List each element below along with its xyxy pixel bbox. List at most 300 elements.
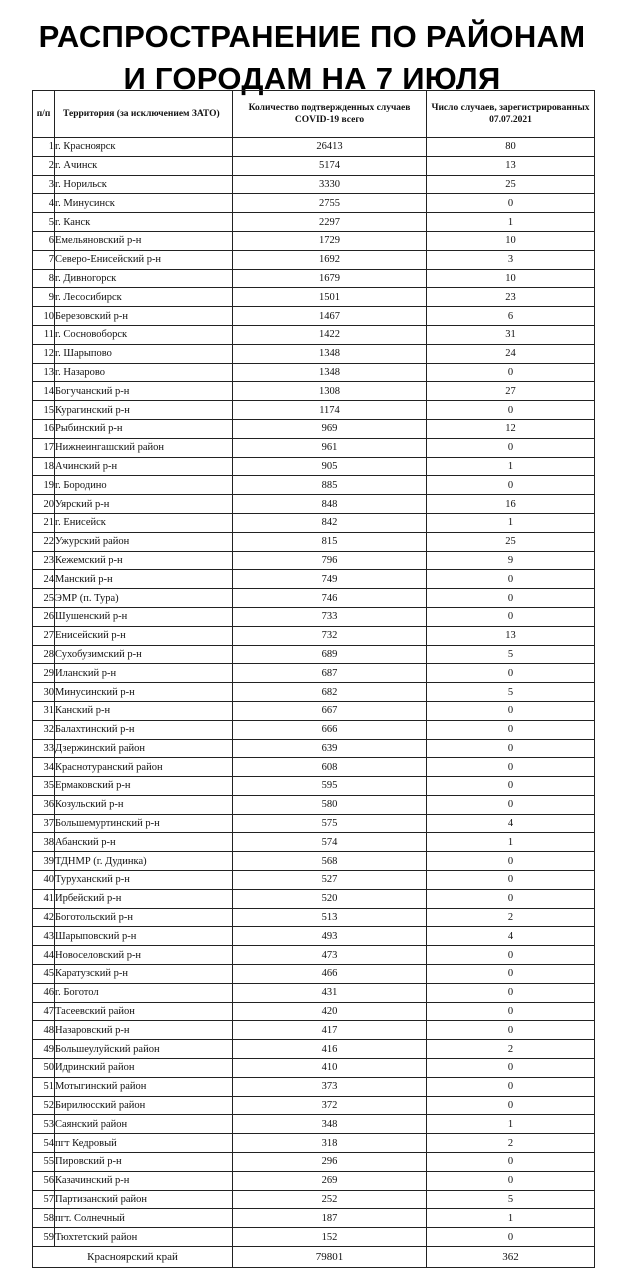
row-territory: Ачинский р-н — [55, 457, 233, 476]
row-total-cases: 666 — [233, 720, 427, 739]
row-new-cases: 0 — [427, 758, 595, 777]
row-total-cases: 667 — [233, 701, 427, 720]
row-new-cases: 24 — [427, 344, 595, 363]
table-row — [33, 777, 595, 796]
row-territory: Сухобузимский р-н — [55, 645, 233, 664]
total-new-cases: 362 — [427, 1247, 595, 1268]
table-row — [33, 889, 595, 908]
row-territory: г. Сосновоборск — [55, 325, 233, 344]
row-new-cases: 0 — [427, 664, 595, 683]
row-number: 29 — [33, 664, 55, 683]
row-new-cases: 4 — [427, 927, 595, 946]
row-new-cases: 0 — [427, 739, 595, 758]
row-total-cases: 1348 — [233, 363, 427, 382]
table-row — [33, 645, 595, 664]
row-total-cases: 682 — [233, 683, 427, 702]
row-total-cases: 1467 — [233, 307, 427, 326]
row-number: 14 — [33, 382, 55, 401]
row-new-cases: 0 — [427, 701, 595, 720]
row-number: 51 — [33, 1077, 55, 1096]
row-territory: ЭМР (п. Тура) — [55, 589, 233, 608]
row-number: 1 — [33, 138, 55, 157]
row-number: 10 — [33, 307, 55, 326]
table-row — [33, 476, 595, 495]
table-row — [33, 194, 595, 213]
table-row — [33, 626, 595, 645]
row-new-cases: 0 — [427, 1021, 595, 1040]
row-number: 5 — [33, 213, 55, 232]
covid-cases-table — [32, 90, 595, 1268]
row-number: 40 — [33, 871, 55, 890]
row-new-cases: 1 — [427, 1209, 595, 1228]
table-row — [33, 551, 595, 570]
row-territory: Минусинский р-н — [55, 683, 233, 702]
row-territory: Рыбинский р-н — [55, 419, 233, 438]
total-cases: 79801 — [233, 1247, 427, 1268]
row-number: 28 — [33, 645, 55, 664]
table-row — [33, 382, 595, 401]
table-row — [33, 946, 595, 965]
row-territory: г. Лесосибирск — [55, 288, 233, 307]
row-total-cases: 815 — [233, 532, 427, 551]
table-row — [33, 532, 595, 551]
header-total: Количество подтвержденных случаев COVID-19 всего — [233, 91, 427, 138]
row-total-cases: 372 — [233, 1096, 427, 1115]
table-row — [33, 589, 595, 608]
row-territory: г. Дивногорск — [55, 269, 233, 288]
row-new-cases: 1 — [427, 457, 595, 476]
row-territory: Козульский р-н — [55, 795, 233, 814]
row-total-cases: 493 — [233, 927, 427, 946]
row-number: 39 — [33, 852, 55, 871]
table-row — [33, 457, 595, 476]
row-number: 41 — [33, 889, 55, 908]
row-total-cases: 608 — [233, 758, 427, 777]
row-new-cases: 2 — [427, 908, 595, 927]
table-row — [33, 1228, 595, 1247]
row-number: 45 — [33, 965, 55, 984]
table-row — [33, 288, 595, 307]
table-row — [33, 739, 595, 758]
table-row — [33, 833, 595, 852]
row-new-cases: 5 — [427, 683, 595, 702]
table-row — [33, 325, 595, 344]
row-new-cases: 16 — [427, 495, 595, 514]
row-number: 38 — [33, 833, 55, 852]
row-number: 2 — [33, 156, 55, 175]
row-number: 19 — [33, 476, 55, 495]
table-row — [33, 513, 595, 532]
table-row — [33, 401, 595, 420]
row-number: 13 — [33, 363, 55, 382]
row-number: 48 — [33, 1021, 55, 1040]
table-row — [33, 965, 595, 984]
row-number: 50 — [33, 1059, 55, 1078]
row-total-cases: 1348 — [233, 344, 427, 363]
table-row — [33, 1171, 595, 1190]
row-number: 56 — [33, 1171, 55, 1190]
row-new-cases: 0 — [427, 476, 595, 495]
table-row — [33, 871, 595, 890]
table-row — [33, 814, 595, 833]
row-total-cases: 568 — [233, 852, 427, 871]
row-new-cases: 0 — [427, 795, 595, 814]
row-number: 53 — [33, 1115, 55, 1134]
row-territory: г. Ачинск — [55, 156, 233, 175]
table-body — [33, 138, 595, 1247]
row-territory: Мотыгинский район — [55, 1077, 233, 1096]
row-number: 26 — [33, 607, 55, 626]
row-new-cases: 31 — [427, 325, 595, 344]
row-total-cases: 513 — [233, 908, 427, 927]
table-row — [33, 344, 595, 363]
table-row — [33, 1059, 595, 1078]
row-total-cases: 2755 — [233, 194, 427, 213]
row-territory: ТДНМР (г. Дудинка) — [55, 852, 233, 871]
row-number: 46 — [33, 983, 55, 1002]
row-number: 24 — [33, 570, 55, 589]
table-row — [33, 908, 595, 927]
row-new-cases: 0 — [427, 777, 595, 796]
header-territory: Территория (за исключением ЗАТО) — [55, 91, 233, 138]
row-territory: Манский р-н — [55, 570, 233, 589]
row-territory: Новоселовский р-н — [55, 946, 233, 965]
total-row — [33, 1247, 595, 1268]
row-total-cases: 520 — [233, 889, 427, 908]
row-new-cases: 1 — [427, 513, 595, 532]
row-territory: Емельяновский р-н — [55, 231, 233, 250]
row-territory: г. Шарыпово — [55, 344, 233, 363]
row-new-cases: 2 — [427, 1134, 595, 1153]
row-total-cases: 527 — [233, 871, 427, 890]
row-territory: Ирбейский р-н — [55, 889, 233, 908]
row-total-cases: 1692 — [233, 250, 427, 269]
row-number: 11 — [33, 325, 55, 344]
table-row — [33, 156, 595, 175]
row-number: 18 — [33, 457, 55, 476]
table-row — [33, 419, 595, 438]
table-row — [33, 701, 595, 720]
row-number: 9 — [33, 288, 55, 307]
row-territory: Абанский р-н — [55, 833, 233, 852]
row-territory: Тасеевский район — [55, 1002, 233, 1021]
row-new-cases: 0 — [427, 1059, 595, 1078]
row-new-cases: 10 — [427, 231, 595, 250]
total-label: Красноярский край — [33, 1247, 233, 1268]
row-total-cases: 3330 — [233, 175, 427, 194]
row-new-cases: 0 — [427, 194, 595, 213]
row-total-cases: 2297 — [233, 213, 427, 232]
table-row — [33, 231, 595, 250]
table-row — [33, 1002, 595, 1021]
row-territory: Пировский р-н — [55, 1153, 233, 1172]
row-total-cases: 687 — [233, 664, 427, 683]
row-new-cases: 9 — [427, 551, 595, 570]
row-territory: г. Канск — [55, 213, 233, 232]
row-territory: Большеулуйский район — [55, 1040, 233, 1059]
row-total-cases: 466 — [233, 965, 427, 984]
row-total-cases: 348 — [233, 1115, 427, 1134]
row-territory: Енисейский р-н — [55, 626, 233, 645]
row-number: 17 — [33, 438, 55, 457]
table-header-row — [33, 91, 595, 138]
row-number: 47 — [33, 1002, 55, 1021]
row-territory: Ермаковский р-н — [55, 777, 233, 796]
row-territory: Туруханский р-н — [55, 871, 233, 890]
row-total-cases: 733 — [233, 607, 427, 626]
row-territory: г. Минусинск — [55, 194, 233, 213]
row-number: 21 — [33, 513, 55, 532]
row-new-cases: 0 — [427, 1171, 595, 1190]
table-row — [33, 1096, 595, 1115]
row-total-cases: 296 — [233, 1153, 427, 1172]
row-number: 6 — [33, 231, 55, 250]
row-new-cases: 0 — [427, 1228, 595, 1247]
row-total-cases: 416 — [233, 1040, 427, 1059]
row-number: 23 — [33, 551, 55, 570]
row-total-cases: 269 — [233, 1171, 427, 1190]
row-territory: пгт Кедровый — [55, 1134, 233, 1153]
row-territory: Березовский р-н — [55, 307, 233, 326]
row-total-cases: 420 — [233, 1002, 427, 1021]
table-row — [33, 495, 595, 514]
row-territory: г. Назарово — [55, 363, 233, 382]
table-row — [33, 1209, 595, 1228]
row-number: 44 — [33, 946, 55, 965]
row-new-cases: 1 — [427, 213, 595, 232]
table-row — [33, 927, 595, 946]
table-row — [33, 213, 595, 232]
row-number: 20 — [33, 495, 55, 514]
row-new-cases: 10 — [427, 269, 595, 288]
row-territory: Шарыповский р-н — [55, 927, 233, 946]
row-number: 52 — [33, 1096, 55, 1115]
row-territory: Шушенский р-н — [55, 607, 233, 626]
row-new-cases: 0 — [427, 871, 595, 890]
row-territory: Каратузский р-н — [55, 965, 233, 984]
row-total-cases: 689 — [233, 645, 427, 664]
row-territory: Дзержинский район — [55, 739, 233, 758]
row-new-cases: 0 — [427, 589, 595, 608]
row-number: 25 — [33, 589, 55, 608]
row-total-cases: 252 — [233, 1190, 427, 1209]
row-new-cases: 0 — [427, 1096, 595, 1115]
row-territory: г. Норильск — [55, 175, 233, 194]
row-territory: г. Боготол — [55, 983, 233, 1002]
table-row — [33, 852, 595, 871]
row-territory: Идринский район — [55, 1059, 233, 1078]
table-row — [33, 175, 595, 194]
row-territory: Богучанский р-н — [55, 382, 233, 401]
row-territory: Бирилюсский район — [55, 1096, 233, 1115]
table-row — [33, 1021, 595, 1040]
page-title — [0, 16, 624, 100]
row-number: 54 — [33, 1134, 55, 1153]
table-row — [33, 1153, 595, 1172]
row-number: 42 — [33, 908, 55, 927]
row-territory: Канский р-н — [55, 701, 233, 720]
table-row — [33, 269, 595, 288]
row-new-cases: 0 — [427, 570, 595, 589]
row-new-cases: 0 — [427, 889, 595, 908]
row-total-cases: 595 — [233, 777, 427, 796]
header-new: Число случаев, зарегистрированных 07.07.2021 — [427, 91, 595, 138]
row-total-cases: 5174 — [233, 156, 427, 175]
row-new-cases: 1 — [427, 1115, 595, 1134]
row-number: 49 — [33, 1040, 55, 1059]
row-new-cases: 0 — [427, 1002, 595, 1021]
row-total-cases: 152 — [233, 1228, 427, 1247]
table-row — [33, 138, 595, 157]
row-territory: Иланский р-н — [55, 664, 233, 683]
row-total-cases: 842 — [233, 513, 427, 532]
row-territory: г. Красноярск — [55, 138, 233, 157]
row-new-cases: 0 — [427, 607, 595, 626]
row-territory: Боготольский р-н — [55, 908, 233, 927]
table-row — [33, 983, 595, 1002]
row-total-cases: 373 — [233, 1077, 427, 1096]
row-number: 27 — [33, 626, 55, 645]
row-total-cases: 26413 — [233, 138, 427, 157]
row-number: 31 — [33, 701, 55, 720]
row-total-cases: 905 — [233, 457, 427, 476]
row-new-cases: 25 — [427, 175, 595, 194]
row-number: 36 — [33, 795, 55, 814]
row-territory: Казачинский р-н — [55, 1171, 233, 1190]
title-line-1: РАСПРОСТРАНЕНИЕ ПО РАЙОНАМ — [38, 19, 586, 54]
row-total-cases: 961 — [233, 438, 427, 457]
row-number: 4 — [33, 194, 55, 213]
row-new-cases: 13 — [427, 626, 595, 645]
row-new-cases: 0 — [427, 983, 595, 1002]
row-number: 35 — [33, 777, 55, 796]
row-total-cases: 746 — [233, 589, 427, 608]
row-territory: Нижнеингашский район — [55, 438, 233, 457]
row-number: 34 — [33, 758, 55, 777]
row-total-cases: 575 — [233, 814, 427, 833]
row-total-cases: 1501 — [233, 288, 427, 307]
row-new-cases: 1 — [427, 833, 595, 852]
row-territory: Северо-Енисейский р-н — [55, 250, 233, 269]
table-row — [33, 720, 595, 739]
row-territory: Большемуртинский р-н — [55, 814, 233, 833]
row-new-cases: 2 — [427, 1040, 595, 1059]
row-territory: Балахтинский р-н — [55, 720, 233, 739]
row-total-cases: 969 — [233, 419, 427, 438]
row-new-cases: 0 — [427, 401, 595, 420]
table-row — [33, 758, 595, 777]
row-territory: Краснотуранский район — [55, 758, 233, 777]
row-total-cases: 574 — [233, 833, 427, 852]
row-new-cases: 0 — [427, 852, 595, 871]
row-number: 12 — [33, 344, 55, 363]
row-territory: Курагинский р-н — [55, 401, 233, 420]
row-new-cases: 27 — [427, 382, 595, 401]
row-territory: г. Бородино — [55, 476, 233, 495]
row-total-cases: 318 — [233, 1134, 427, 1153]
row-new-cases: 4 — [427, 814, 595, 833]
row-number: 16 — [33, 419, 55, 438]
row-number: 43 — [33, 927, 55, 946]
row-territory: Ужурский район — [55, 532, 233, 551]
title-line-2: И ГОРОДАМ НА 7 ИЮЛЯ — [123, 61, 501, 96]
table-row — [33, 1134, 595, 1153]
row-total-cases: 732 — [233, 626, 427, 645]
row-total-cases: 431 — [233, 983, 427, 1002]
row-new-cases: 0 — [427, 946, 595, 965]
row-territory: Саянский район — [55, 1115, 233, 1134]
row-territory: пгт. Солнечный — [55, 1209, 233, 1228]
row-new-cases: 6 — [427, 307, 595, 326]
table-row — [33, 795, 595, 814]
row-new-cases: 0 — [427, 1077, 595, 1096]
row-new-cases: 23 — [427, 288, 595, 307]
table-row — [33, 683, 595, 702]
row-total-cases: 187 — [233, 1209, 427, 1228]
row-total-cases: 1308 — [233, 382, 427, 401]
table-row — [33, 1115, 595, 1134]
row-number: 15 — [33, 401, 55, 420]
row-new-cases: 3 — [427, 250, 595, 269]
row-territory: г. Енисейск — [55, 513, 233, 532]
table-row — [33, 1190, 595, 1209]
row-new-cases: 12 — [427, 419, 595, 438]
row-total-cases: 848 — [233, 495, 427, 514]
table-row — [33, 1077, 595, 1096]
row-number: 8 — [33, 269, 55, 288]
row-new-cases: 0 — [427, 965, 595, 984]
row-total-cases: 580 — [233, 795, 427, 814]
row-number: 30 — [33, 683, 55, 702]
row-territory: Уярский р-н — [55, 495, 233, 514]
row-total-cases: 749 — [233, 570, 427, 589]
table-row — [33, 1040, 595, 1059]
row-new-cases: 5 — [427, 1190, 595, 1209]
row-total-cases: 410 — [233, 1059, 427, 1078]
header-num: п/п — [33, 91, 55, 138]
row-total-cases: 473 — [233, 946, 427, 965]
table-row — [33, 607, 595, 626]
row-total-cases: 796 — [233, 551, 427, 570]
table-row — [33, 307, 595, 326]
row-total-cases: 1422 — [233, 325, 427, 344]
row-territory: Тюхтетский район — [55, 1228, 233, 1247]
row-total-cases: 885 — [233, 476, 427, 495]
table-row — [33, 363, 595, 382]
row-number: 57 — [33, 1190, 55, 1209]
row-total-cases: 1729 — [233, 231, 427, 250]
table-row — [33, 250, 595, 269]
table-row — [33, 570, 595, 589]
row-new-cases: 80 — [427, 138, 595, 157]
row-number: 7 — [33, 250, 55, 269]
row-total-cases: 1679 — [233, 269, 427, 288]
table-row — [33, 438, 595, 457]
row-new-cases: 0 — [427, 438, 595, 457]
table-row — [33, 664, 595, 683]
row-number: 3 — [33, 175, 55, 194]
row-total-cases: 417 — [233, 1021, 427, 1040]
row-new-cases: 25 — [427, 532, 595, 551]
row-new-cases: 5 — [427, 645, 595, 664]
row-new-cases: 13 — [427, 156, 595, 175]
row-new-cases: 0 — [427, 363, 595, 382]
row-territory: Кежемский р-н — [55, 551, 233, 570]
row-new-cases: 0 — [427, 1153, 595, 1172]
row-number: 59 — [33, 1228, 55, 1247]
row-number: 58 — [33, 1209, 55, 1228]
row-territory: Назаровский р-н — [55, 1021, 233, 1040]
